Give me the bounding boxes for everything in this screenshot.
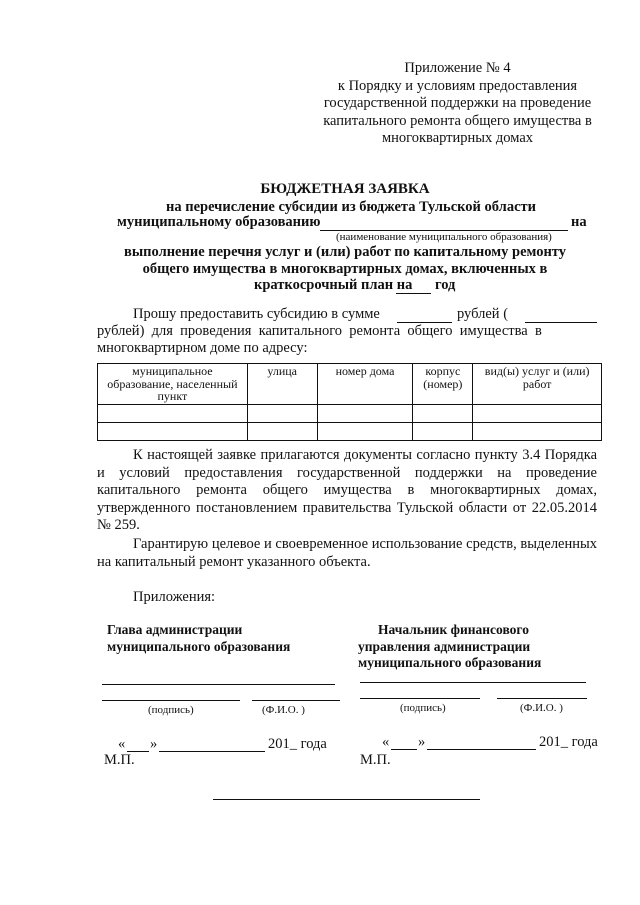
request-text: Прошу предоставить субсидию в сумме [133, 306, 380, 322]
right-signer-name-field[interactable] [360, 668, 586, 683]
left-date-day-field[interactable] [127, 738, 149, 752]
appendix-line: капитального ремонта общего имущества в [323, 112, 592, 129]
right-date-month-field[interactable] [427, 736, 536, 750]
right-date-close-quote: » [418, 734, 426, 750]
appendix-header [300, 60, 615, 148]
attachments-label: Приложения: [133, 589, 216, 605]
subtitle-line: выполнение перечня услуг и (или) работ по капитальному ремонту [124, 244, 566, 260]
subtitle-line: общего имущества в многоквартирных домах, включенных в [142, 261, 548, 277]
left-fio-field[interactable] [252, 688, 340, 701]
left-date-open-quote: « [118, 736, 126, 752]
signer-title-line: управления администрации [358, 638, 531, 654]
table-cell[interactable] [473, 405, 602, 423]
appendix-line: к Порядку и условиям предоставления [337, 77, 578, 94]
appendix-number: Приложение № 4 [404, 60, 511, 76]
left-date-month-field[interactable] [159, 738, 265, 752]
subsidy-amount-field[interactable] [397, 308, 452, 323]
right-stamp-label: М.П. [360, 752, 391, 768]
table-header-cell: муниципальное образование, населенный пункт [98, 364, 248, 405]
table-row [98, 405, 602, 423]
table-cell[interactable] [98, 405, 248, 423]
request-text: рублей) для проведения капитального ремонта общего имущества в [97, 323, 542, 339]
request-text: рублей ( [457, 306, 509, 322]
table-header-cell: номер дома [317, 364, 413, 405]
left-signature-field[interactable] [102, 688, 240, 701]
municipality-name-note: (наименование муниципального образования) [336, 231, 552, 243]
table-header-cell: корпус (номер) [413, 364, 473, 405]
table-cell[interactable] [473, 423, 602, 441]
signer-title-line: муниципального образования [358, 655, 542, 670]
left-fio-caption: (Ф.И.О. ) [262, 704, 305, 716]
table-header-row [98, 364, 602, 405]
table-cell[interactable] [247, 405, 317, 423]
table-cell[interactable] [413, 423, 473, 441]
plan-year-field[interactable] [396, 280, 431, 294]
table-cell[interactable] [98, 423, 248, 441]
signer-title-line: муниципального образования [107, 638, 291, 654]
left-stamp-label: М.П. [104, 752, 135, 768]
appendix-line: государственной поддержки на проведение [323, 95, 592, 111]
municipality-name-field[interactable] [320, 216, 568, 231]
left-signer-title [107, 622, 290, 655]
table-cell[interactable] [317, 405, 413, 423]
subtitle-municipality-label: муниципальному образованию [117, 214, 321, 230]
request-text: многоквартирном доме по адресу: [97, 340, 308, 356]
table-cell[interactable] [247, 423, 317, 441]
bottom-line-field[interactable] [213, 798, 480, 800]
right-signer-title [358, 622, 541, 672]
table-header-cell: вид(ы) услуг и (или) работ [473, 364, 602, 405]
right-signature-caption: (подпись) [400, 702, 446, 714]
left-signer-name-field[interactable] [102, 670, 335, 685]
subtitle-year-label: год [435, 277, 456, 293]
right-date-year: 201_ года [539, 734, 598, 750]
subtitle-line: на перечисление субсидии из бюджета Тульской области [166, 199, 536, 215]
document-title: БЮДЖЕТНАЯ ЗАЯВКА [260, 181, 430, 197]
table-header-cell: улица [247, 364, 317, 405]
right-date-open-quote: « [382, 734, 390, 750]
signer-title-line: Начальник финансового [378, 622, 529, 637]
right-fio-caption: (Ф.И.О. ) [520, 702, 563, 714]
signer-title-line: Глава администрации [107, 622, 243, 637]
right-signature-field[interactable] [360, 686, 480, 699]
body-paragraph: К настоящей заявке прилагаются документы согласно пункту 3.4 Порядка и условий предоставления государственной поддержки на проведение капитального ремонта общего имущества в многоквартирных домах, утвержденного постановлением правительства Тульской области от 22.05.2014 № 259. [97, 447, 597, 533]
subtitle-plan-label: краткосрочный план на [254, 277, 413, 293]
subtitle-on-label: на [571, 214, 587, 230]
right-date-day-field[interactable] [391, 736, 417, 750]
left-date-close-quote: » [150, 736, 158, 752]
table-cell[interactable] [317, 423, 413, 441]
subsidy-amount-words-field[interactable] [525, 308, 597, 323]
body-paragraph: Гарантирую целевое и своевременное использование средств, выделенных на капитальный ремонт указанного объекта. [97, 536, 597, 570]
address-table [97, 363, 602, 441]
right-fio-field[interactable] [497, 686, 587, 699]
table-row [98, 423, 602, 441]
appendix-line: многоквартирных домах [381, 130, 534, 146]
left-date-year: 201_ года [268, 736, 327, 752]
left-signature-caption: (подпись) [148, 704, 194, 716]
table-cell[interactable] [413, 405, 473, 423]
